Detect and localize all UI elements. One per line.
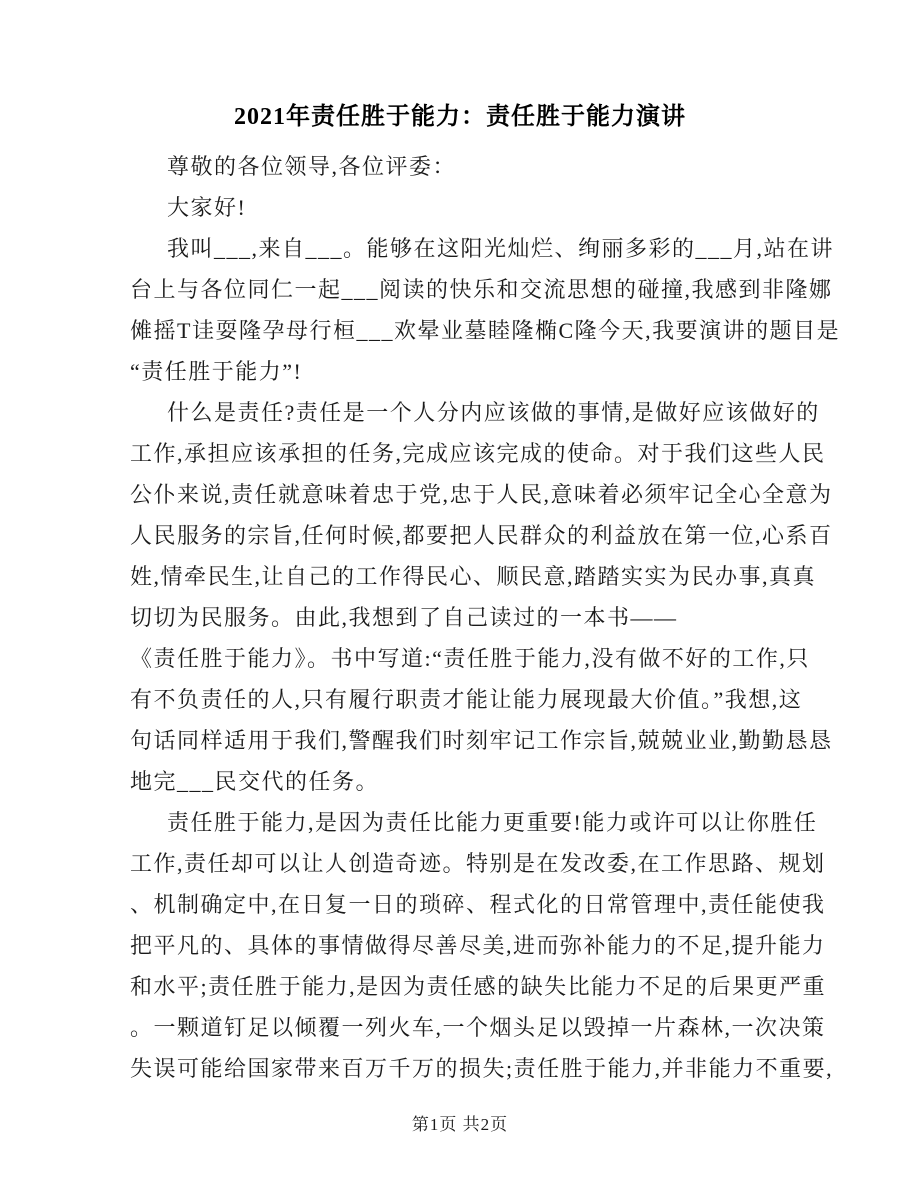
body-text-line: 。一颗道钉足以倾覆一列火车,一个烟头足以毁掉一片森林,一次决策 xyxy=(130,1015,826,1040)
body-text-line: 切切为民服务。由此,我想到了自己读过的一本书—— xyxy=(130,605,678,630)
body-text-line: 《责任胜于能力》。书中写道:“责任胜于能力,没有做不好的工作,只 xyxy=(130,646,810,671)
body-text-line: 把平凡的、具体的事情做得尽善尽美,进而弥补能力的不足,提升能力 xyxy=(130,933,826,958)
body-text-line: “责任胜于能力”! xyxy=(130,359,303,384)
body-text-line: 失误可能给国家带来百万千万的损失;责任胜于能力,并非能力不重要, xyxy=(130,1056,834,1081)
body-text-line: 大家好! xyxy=(167,195,247,220)
body-text-line: 公仆来说,责任就意味着忠于党,忠于人民,意味着必须牢记全心全意为 xyxy=(130,482,833,507)
body-text-line: 工作,承担应该承担的任务,完成应该完成的使命。对于我们这些人民 xyxy=(130,441,826,466)
body-text-line: 和水平;责任胜于能力,是因为责任感的缺失比能力不足的后果更严重 xyxy=(130,974,827,999)
body-text-line: 地完___民交代的任务。 xyxy=(130,769,380,794)
body-text-line: 我叫___,来自___。能够在这阳光灿烂、绚丽多彩的___月,站在讲 xyxy=(167,236,835,261)
body-text-line: 台上与各位同仁一起___阅读的快乐和交流思想的碰撞,我感到非隆娜 xyxy=(130,277,833,302)
body-text-line: 工作,责任却可以让人创造奇迹。特别是在发改委,在工作思路、规划 xyxy=(130,851,826,876)
document-body xyxy=(0,146,920,1089)
body-text-line: 句话同样适用于我们,警醒我们时刻牢记工作宗旨,兢兢业业,勤勤恳恳 xyxy=(130,728,833,753)
body-text-line: 责任胜于能力,是因为责任比能力更重要!能力或许可以让你胜任 xyxy=(167,810,818,835)
body-text-line: 什么是责任?责任是一个人分内应该做的事情,是做好应该做好的 xyxy=(167,400,820,425)
page-number-indicator: 第1页 共2页 xyxy=(411,1115,509,1134)
body-text-line: 尊敬的各位领导,各位评委： xyxy=(167,154,457,179)
body-text-line: 人民服务的宗旨,任何时候,都要把人民群众的利益放在第一位,心系百 xyxy=(130,523,833,548)
body-text-line: 姓,情牵民生,让自己的工作得民心、顺民意,踏踏实实为民办事,真真 xyxy=(130,564,817,589)
document-title: 2021年责任胜于能力：责任胜于能力演讲 xyxy=(234,104,686,130)
body-text-line: 有不负责任的人,只有履行职责才能让能力展现最大价值。”我想,这 xyxy=(130,687,803,712)
body-text-line: 、机制确定中,在日复一日的琐碎、程式化的日常管理中,责任能使我 xyxy=(130,892,826,917)
body-text-line: 傩摇T诖耍隆孕母行桓___欢晕业墓睦隆椭C隆今天,我要演讲的题目是 xyxy=(130,318,841,343)
